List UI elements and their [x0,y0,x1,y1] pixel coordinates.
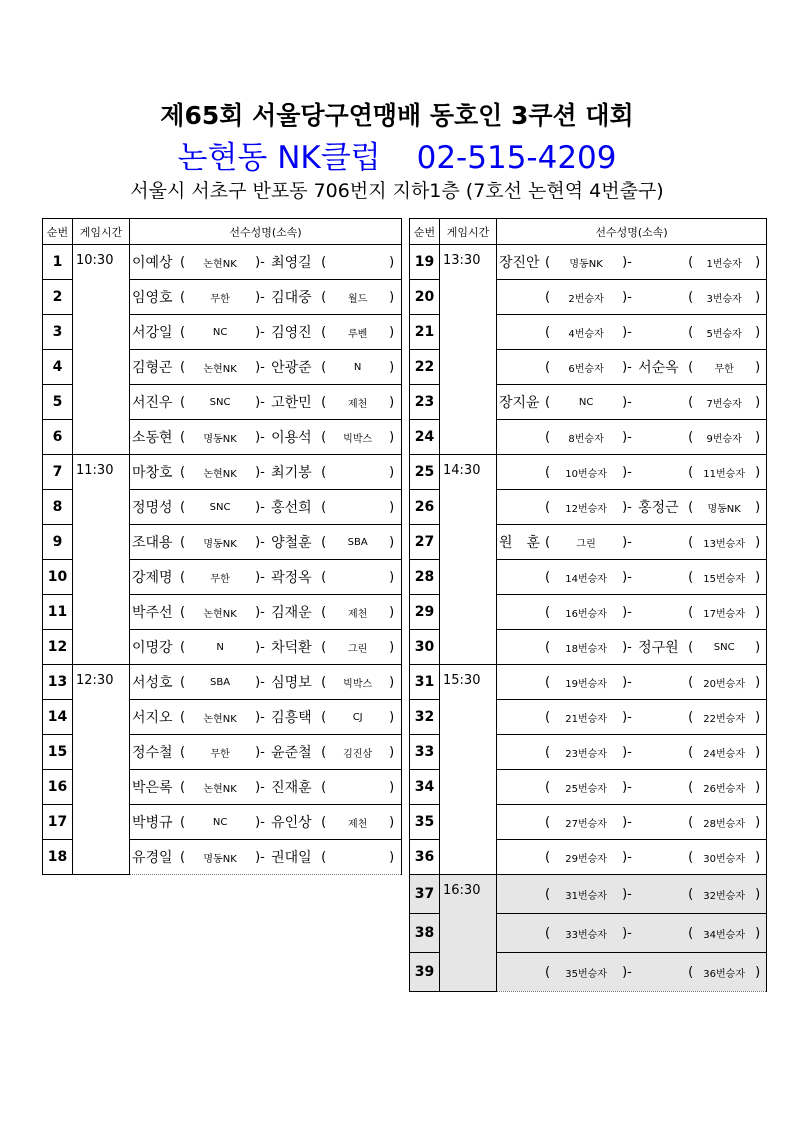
player2-club: 무한 [714,363,734,375]
player1-club: 35번승자 [565,968,607,980]
player-pair: 정명성 ( SNC )- 홍선희 ( ) [130,490,402,525]
player2-club: 명동NK [707,503,741,515]
match-number: 17 [43,805,73,840]
player1-name: 마창호 [132,465,173,481]
player-pair: 원 훈 ( 그린 )- ( 13번승자 ) [497,525,767,560]
player-pair: 유경일 ( 명동NK )- 권대일 ( ) [130,840,402,875]
player2-name: 권대일 [271,850,312,866]
player1-club: 23번승자 [565,748,607,760]
match-number: 25 [410,455,440,490]
match-number: 36 [410,840,440,875]
player1-club: 31번승자 [565,890,607,902]
player2-name: 김대중 [271,290,312,306]
player2-club: 빅박스 [343,678,373,690]
player1-name: 서강일 [132,325,173,341]
player1-club: 33번승자 [565,929,607,941]
player1-club: NC [212,326,228,338]
player1-club: 4번승자 [568,328,604,340]
player-pair: 정수철 ( 무한 )- 윤준철 ( 김진삼 ) [130,735,402,770]
player-pair: ( 19번승자 )- ( 20번승자 ) [497,665,767,700]
player1-club: 논현NK [203,713,237,725]
player1-club: 16번승자 [565,608,607,620]
match-number: 3 [43,315,73,350]
match-number: 29 [410,595,440,630]
match-number: 11 [43,595,73,630]
player1-name: 서진우 [132,395,173,411]
player-pair: 박주선 ( 논현NK )- 김재운 ( 제천 ) [130,595,402,630]
match-number: 21 [410,315,440,350]
table-row [43,455,402,490]
player1-club: 14번승자 [565,573,607,585]
player-pair: 서진우 ( SNC )- 고한민 ( 제천 ) [130,385,402,420]
player1-club: 8번승자 [568,433,604,445]
player1-club: 29번승자 [565,853,607,865]
player1-name: 임영호 [132,290,173,306]
player-pair: 강제명 ( 무한 )- 곽정옥 ( ) [130,560,402,595]
match-number: 9 [43,525,73,560]
player-pair: 서지오 ( 논현NK )- 김흥택 ( CJ ) [130,700,402,735]
player-pair: 조대용 ( 명동NK )- 양철훈 ( SBA ) [130,525,402,560]
match-number: 30 [410,630,440,665]
player1-club: 무한 [210,573,230,585]
player-pair: 이예상 ( 논현NK )- 최영길 ( ) [130,245,402,280]
match-number: 31 [410,665,440,700]
match-number: 38 [410,914,440,953]
player-pair: 서강일 ( NC )- 김영진 ( 루벤 ) [130,315,402,350]
player1-club: 논현NK [203,258,237,270]
player-pair: ( 27번승자 )- ( 28번승자 ) [497,805,767,840]
page-title: 제65회 서울당구연맹배 동호인 3쿠션 대회 [160,101,634,130]
player1-club: SNC [209,396,231,408]
player-pair: 박병규 ( NC )- 유인상 ( 제천 ) [130,805,402,840]
club-phone: 02-515-4209 [416,140,617,176]
match-number: 10 [43,560,73,595]
address: 서울시 서초구 반포동 706번지 지하1층 (7호선 논현역 4번출구) [130,180,664,202]
col-players-header: 선수성명(소속) [497,219,767,245]
player2-club: SBA [347,536,368,548]
player1-club: 2번승자 [568,293,604,305]
player1-name: 유경일 [132,850,173,866]
player-pair: 박은록 ( 논현NK )- 진재훈 ( ) [130,770,402,805]
player2-club: 9번승자 [706,433,742,445]
player2-name: 양철훈 [271,535,312,551]
player2-club: 17번승자 [703,608,746,620]
table-row [410,245,767,280]
player2-club: 빅박스 [343,433,373,445]
player1-club: SBA [210,676,231,688]
player1-name: 장지윤 [499,395,540,411]
schedule-table-right [409,218,767,992]
match-number: 6 [43,420,73,455]
col-time-header: 게임시간 [73,219,130,245]
player-pair: ( 25번승자 )- ( 26번승자 ) [497,770,767,805]
match-number: 26 [410,490,440,525]
player-pair: ( 12번승자 )- 홍정근 ( 명동NK ) [497,490,767,525]
match-number: 18 [43,840,73,875]
player1-club: 27번승자 [565,818,607,830]
player2-club: 제천 [347,818,368,830]
player2-club: 그린 [347,643,368,655]
game-time: 12:30 [73,665,130,875]
club-line [0,132,794,177]
player1-name: 장진안 [499,255,540,271]
player1-club: 논현NK [203,363,237,375]
player2-club: 26번승자 [703,783,746,795]
player-pair: ( 21번승자 )- ( 22번승자 ) [497,700,767,735]
player1-club: 명동NK [569,258,603,270]
player2-club: 30번승자 [703,853,746,865]
table-row [410,665,767,700]
match-number: 35 [410,805,440,840]
player2-club: 36번승자 [703,968,746,980]
club-name: 논현동 NK클럽 [177,140,381,176]
match-number: 39 [410,953,440,992]
player1-club: 명동NK [203,433,237,445]
match-number: 12 [43,630,73,665]
player2-name: 서순옥 [638,360,679,376]
match-number: 15 [43,735,73,770]
player2-club: 24번승자 [703,748,746,760]
match-number: 13 [43,665,73,700]
player1-name: 김형곤 [132,360,173,376]
player1-name: 박은록 [132,780,173,796]
player1-club: 18번승자 [565,643,607,655]
player1-name: 이예상 [132,255,173,271]
player2-club: 루벤 [347,328,368,340]
player1-name: 박병규 [132,815,173,831]
player-pair: ( 35번승자 )- ( 36번승자 ) [497,953,767,992]
player-pair: 이명강 ( N )- 차덕환 ( 그린 ) [130,630,402,665]
player-pair: 임영호 ( 무한 )- 김대중 ( 월드 ) [130,280,402,315]
player2-name: 차덕환 [271,640,312,656]
game-time: 11:30 [73,455,130,665]
player2-club: SNC [713,641,735,653]
match-number: 14 [43,700,73,735]
player1-club: 6번승자 [568,363,604,375]
player1-club: NC [578,396,594,408]
player2-club: 28번승자 [703,818,746,830]
player1-name: 서지오 [132,710,173,726]
player1-name: 서성호 [132,675,173,691]
player2-club: 15번승자 [703,573,746,585]
player2-club: 20번승자 [703,678,746,690]
match-number: 28 [410,560,440,595]
player1-club: 무한 [210,293,230,305]
match-number: 34 [410,770,440,805]
player-pair: 마창호 ( 논현NK )- 최기봉 ( ) [130,455,402,490]
match-number: 24 [410,420,440,455]
match-number: 2 [43,280,73,315]
table-row [43,245,402,280]
player2-name: 정구원 [638,640,679,656]
player-pair: ( 16번승자 )- ( 17번승자 ) [497,595,767,630]
player1-name: 조대용 [132,535,173,551]
match-number: 16 [43,770,73,805]
player-pair: ( 8번승자 )- ( 9번승자 ) [497,420,767,455]
player1-name: 정수철 [132,745,173,761]
player1-name: 강제명 [132,570,173,586]
player2-name: 최기봉 [271,465,312,481]
player2-name: 고한민 [271,395,312,411]
player1-name: 소동현 [132,430,173,446]
player2-club: 32번승자 [703,890,746,902]
player2-club: 제천 [347,398,368,410]
player2-name: 곽정옥 [271,570,312,586]
player2-club: 22번승자 [703,713,746,725]
player2-club: 11번승자 [703,468,746,480]
table-row [410,875,767,914]
player2-club: CJ [352,711,363,723]
match-number: 5 [43,385,73,420]
game-time: 14:30 [440,455,497,665]
player2-name: 김영진 [271,325,312,341]
player-pair: ( 23번승자 )- ( 24번승자 ) [497,735,767,770]
player2-name: 김재운 [271,605,312,621]
player1-club: 그린 [576,538,596,550]
player-pair: ( 29번승자 )- ( 30번승자 ) [497,840,767,875]
player2-club: 1번승자 [706,258,742,270]
player-pair: 장진안 ( 명동NK )- ( 1번승자 ) [497,245,767,280]
table-header [410,219,767,245]
schedule-table-left [42,218,402,875]
player-pair: ( 18번승자 )- 정구원 ( SNC ) [497,630,767,665]
player1-club: NC [212,816,228,828]
table-header [43,219,402,245]
match-number: 33 [410,735,440,770]
match-number: 7 [43,455,73,490]
player2-name: 홍선희 [271,500,312,516]
player1-club: 논현NK [203,783,237,795]
player1-club: 논현NK [203,468,237,480]
player2-name: 진재훈 [271,780,312,796]
game-time: 15:30 [440,665,497,875]
match-number: 32 [410,700,440,735]
match-number: 27 [410,525,440,560]
player1-club: 무한 [210,748,230,760]
col-no-header: 순번 [410,219,440,245]
player1-name: 정명성 [132,500,173,516]
player2-club: 김진삼 [343,748,373,760]
player1-club: 10번승자 [565,468,607,480]
player2-name: 안광준 [271,360,312,376]
player2-name: 최영길 [271,255,312,271]
game-time: 13:30 [440,245,497,455]
player1-club: N [216,641,224,653]
player2-club: 5번승자 [706,328,742,340]
player1-name: 이명강 [132,640,173,656]
player2-club: 월드 [347,293,368,305]
player1-club: SNC [209,501,231,513]
player-pair: 서성호 ( SBA )- 심명보 ( 빅박스 ) [130,665,402,700]
player1-club: 25번승자 [565,783,607,795]
player1-club: 논현NK [203,608,237,620]
player-pair: ( 6번승자 )- 서순옥 ( 무한 ) [497,350,767,385]
player2-club: 34번승자 [703,929,746,941]
player2-club: 13번승자 [703,538,746,550]
game-time: 16:30 [440,875,497,992]
player-pair: ( 2번승자 )- ( 3번승자 ) [497,280,767,315]
match-number: 37 [410,875,440,914]
match-number: 23 [410,385,440,420]
col-players-header: 선수성명(소속) [130,219,402,245]
player2-name: 윤준철 [271,745,312,761]
player-pair: 장지윤 ( NC )- ( 7번승자 ) [497,385,767,420]
player-pair: 김형곤 ( 논현NK )- 안광준 ( N ) [130,350,402,385]
player-pair: 소동현 ( 명동NK )- 이용석 ( 빅박스 ) [130,420,402,455]
player2-club: 7번승자 [706,398,742,410]
player1-name: 원 훈 [499,535,541,551]
player1-club: 19번승자 [565,678,607,690]
col-no-header: 순번 [43,219,73,245]
player2-name: 이용석 [271,430,312,446]
match-number: 4 [43,350,73,385]
player-pair: ( 4번승자 )- ( 5번승자 ) [497,315,767,350]
match-number: 19 [410,245,440,280]
player1-club: 21번승자 [565,713,607,725]
player1-name: 박주선 [132,605,173,621]
player-pair: ( 33번승자 )- ( 34번승자 ) [497,914,767,953]
player1-club: 명동NK [203,538,237,550]
player1-club: 12번승자 [565,503,607,515]
table-row [43,665,402,700]
player2-name: 김흥택 [271,710,312,726]
match-number: 8 [43,490,73,525]
match-number: 22 [410,350,440,385]
player2-name: 심명보 [271,675,312,691]
player-pair: ( 10번승자 )- ( 11번승자 ) [497,455,767,490]
player2-club: 3번승자 [706,293,742,305]
col-time-header: 게임시간 [440,219,497,245]
player1-club: 명동NK [203,853,237,865]
match-number: 20 [410,280,440,315]
player2-club: N [353,361,362,373]
match-number: 1 [43,245,73,280]
game-time: 10:30 [73,245,130,455]
player-pair: ( 31번승자 )- ( 32번승자 ) [497,875,767,914]
table-row [410,455,767,490]
player2-name: 홍정근 [638,500,679,516]
player2-club: 제천 [347,608,368,620]
player2-name: 유인상 [271,815,312,831]
player-pair: ( 14번승자 )- ( 15번승자 ) [497,560,767,595]
